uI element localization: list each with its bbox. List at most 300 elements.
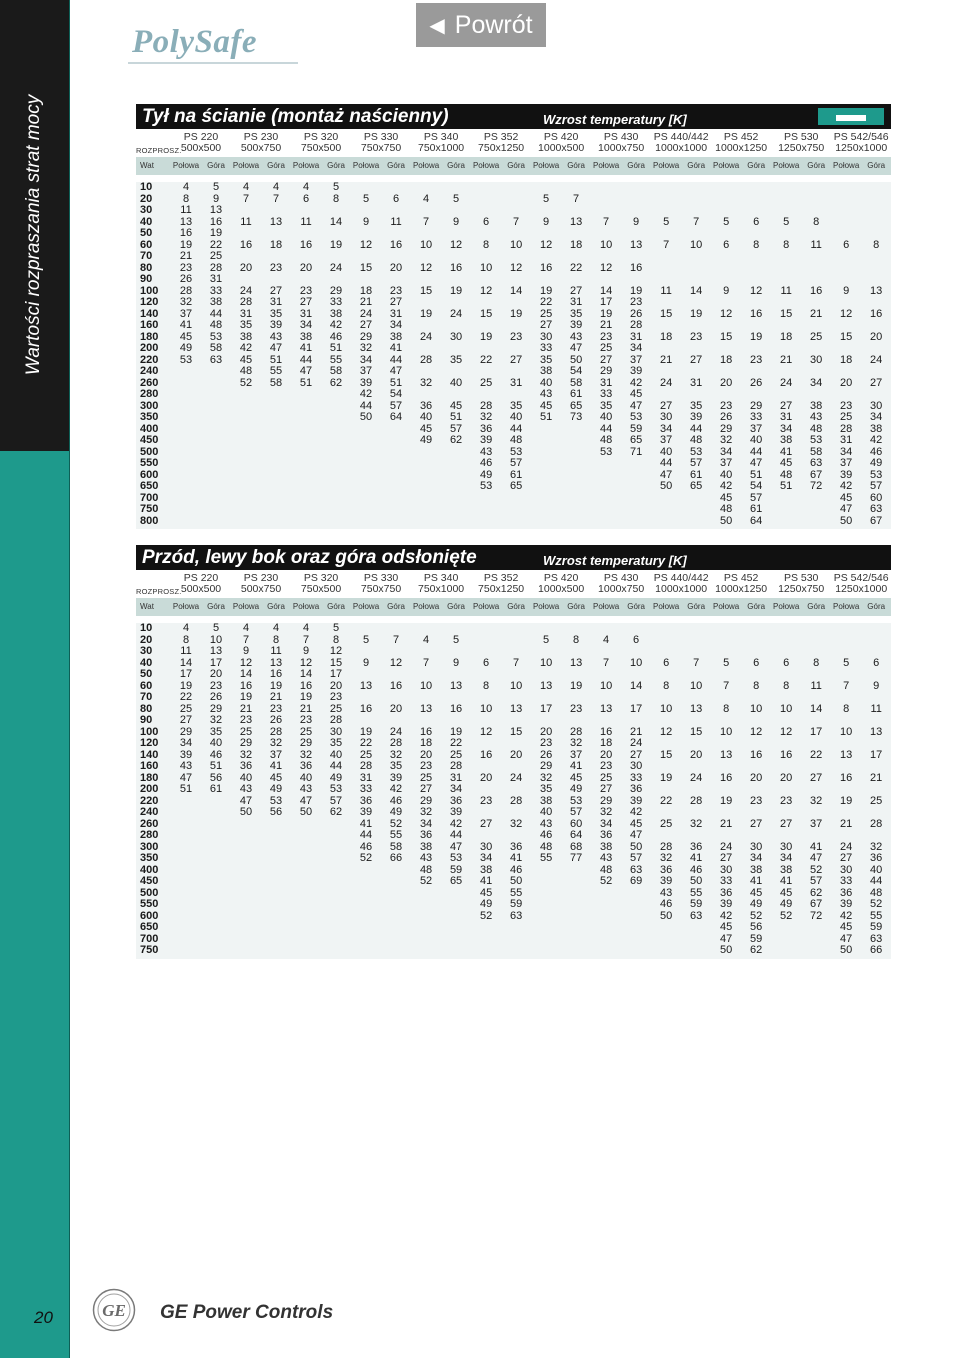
half-value: 39 — [831, 470, 861, 482]
top-value: 17 — [861, 750, 891, 762]
half-value: 49 — [471, 899, 501, 911]
half-value: 9 — [711, 286, 741, 298]
half-value — [771, 194, 801, 206]
top-value: 27 — [861, 378, 891, 390]
half-value: 7 — [651, 240, 681, 252]
top-value: 32 — [501, 819, 531, 831]
top-value: 38 — [201, 297, 231, 309]
half-value — [531, 715, 561, 727]
half-value: 9 — [531, 217, 561, 229]
half-header: Połowa — [651, 157, 681, 175]
half-header: Połowa — [771, 598, 801, 616]
top-value — [801, 263, 831, 275]
page-number: 20 — [34, 1308, 53, 1327]
half-value — [831, 251, 861, 263]
top-value: 20 — [861, 332, 891, 344]
half-value: 15 — [651, 309, 681, 321]
top-value — [861, 320, 891, 332]
top-value — [801, 228, 831, 240]
top-value — [621, 194, 651, 206]
top-value — [201, 401, 231, 413]
watt-value: 260 — [136, 819, 171, 831]
half-value: 27 — [591, 355, 621, 367]
half-value: 27 — [171, 715, 201, 727]
top-value — [381, 911, 411, 923]
half-value: 36 — [831, 888, 861, 900]
half-value — [771, 389, 801, 401]
watt-value: 160 — [136, 320, 171, 332]
top-value — [381, 934, 411, 946]
half-value — [351, 493, 381, 505]
model-size: 750x500 — [300, 142, 342, 154]
top-value: 28 — [321, 715, 351, 727]
top-value: 21 — [621, 727, 651, 739]
top-value — [381, 447, 411, 459]
half-value: 50 — [291, 807, 321, 819]
top-value — [561, 911, 591, 923]
half-value: 47 — [831, 934, 861, 946]
half-value: 18 — [591, 738, 621, 750]
top-value: 8 — [861, 240, 891, 252]
half-value — [351, 899, 381, 911]
top-value: 54 — [561, 366, 591, 378]
top-value — [501, 922, 531, 934]
top-value: 11 — [381, 217, 411, 229]
top-value: 52 — [801, 865, 831, 877]
top-value — [381, 205, 411, 217]
half-value: 4 — [171, 623, 201, 635]
top-value: 24 — [441, 309, 471, 321]
half-value — [171, 807, 201, 819]
half-value: 4 — [411, 635, 441, 647]
half-value: 16 — [771, 750, 801, 762]
watt-value: 650 — [136, 481, 171, 493]
top-header: Góra — [321, 598, 351, 616]
top-value — [801, 623, 831, 635]
model-size: 750x1250 — [478, 142, 525, 154]
top-value: 18 — [561, 240, 591, 252]
half-value — [771, 623, 801, 635]
half-value — [351, 865, 381, 877]
half-value — [291, 934, 321, 946]
top-value: 19 — [741, 332, 771, 344]
top-value: 56 — [201, 773, 231, 785]
top-value — [741, 692, 771, 704]
half-value: 47 — [291, 366, 321, 378]
top-value: 62 — [441, 435, 471, 447]
half-value — [591, 182, 621, 194]
top-value — [501, 635, 531, 647]
model-size: 1250x1000 — [835, 583, 888, 595]
top-value: 12 — [501, 263, 531, 275]
watt-value: 50 — [136, 669, 171, 681]
half-value — [711, 669, 741, 681]
top-value — [381, 182, 411, 194]
top-value: 19 — [681, 309, 711, 321]
top-value: 31 — [441, 773, 471, 785]
top-value — [861, 194, 891, 206]
top-value: 64 — [741, 516, 771, 530]
top-value: 58 — [261, 378, 291, 390]
half-value — [771, 493, 801, 505]
top-value — [501, 830, 531, 842]
half-value — [351, 888, 381, 900]
top-value: 48 — [201, 320, 231, 332]
half-value — [351, 251, 381, 263]
top-value: 35 — [681, 401, 711, 413]
top-value — [861, 830, 891, 842]
half-value — [711, 830, 741, 842]
top-value: 35 — [261, 309, 291, 321]
half-value: 27 — [411, 784, 441, 796]
top-value: 9 — [441, 658, 471, 670]
top-value — [261, 424, 291, 436]
top-value — [621, 481, 651, 493]
half-value: 12 — [471, 286, 501, 298]
model-size: 750x1000 — [418, 142, 465, 154]
top-value: 59 — [441, 865, 471, 877]
top-value — [861, 205, 891, 217]
top-value — [321, 251, 351, 263]
half-header: Połowa — [711, 157, 741, 175]
half-header: Połowa — [291, 157, 321, 175]
top-value — [861, 217, 891, 229]
half-value — [291, 424, 321, 436]
top-value — [801, 194, 831, 206]
half-value — [351, 205, 381, 217]
top-value: 56 — [741, 922, 771, 934]
watt-value: 550 — [136, 899, 171, 911]
top-value — [801, 274, 831, 286]
top-value — [681, 635, 711, 647]
half-value: 18 — [651, 332, 681, 344]
half-value: 39 — [831, 899, 861, 911]
half-value: 19 — [711, 796, 741, 808]
half-value: 33 — [351, 784, 381, 796]
top-value: 48 — [501, 435, 531, 447]
top-value: 50 — [561, 355, 591, 367]
half-value: 11 — [171, 646, 201, 658]
top-value — [561, 516, 591, 530]
top-value: 44 — [321, 761, 351, 773]
watt-value: 240 — [136, 366, 171, 378]
half-value — [591, 481, 621, 493]
half-value: 29 — [411, 796, 441, 808]
half-value: 21 — [831, 819, 861, 831]
top-value: 23 — [561, 704, 591, 716]
top-value: 53 — [621, 412, 651, 424]
top-value — [321, 424, 351, 436]
half-value: 8 — [171, 194, 201, 206]
half-value — [711, 635, 741, 647]
half-value: 43 — [591, 853, 621, 865]
half-value: 40 — [231, 773, 261, 785]
top-value: 28 — [261, 727, 291, 739]
top-value: 33 — [621, 773, 651, 785]
top-value: 49 — [261, 784, 291, 796]
half-value — [771, 228, 801, 240]
half-value: 18 — [831, 355, 861, 367]
top-value: 47 — [621, 830, 651, 842]
half-value: 31 — [591, 378, 621, 390]
half-value — [411, 516, 441, 530]
table-row — [136, 761, 891, 773]
top-value — [561, 715, 591, 727]
half-value: 50 — [231, 807, 261, 819]
top-value: 34 — [441, 784, 471, 796]
half-value: 43 — [531, 389, 561, 401]
half-value — [171, 447, 201, 459]
half-value: 43 — [171, 761, 201, 773]
top-value — [501, 646, 531, 658]
top-value: 67 — [801, 899, 831, 911]
top-value — [261, 842, 291, 854]
half-value — [651, 934, 681, 946]
top-value: 10 — [741, 704, 771, 716]
half-value: 6 — [771, 658, 801, 670]
half-value — [651, 297, 681, 309]
top-value: 25 — [441, 750, 471, 762]
half-value — [231, 516, 261, 530]
top-value — [321, 945, 351, 959]
top-value — [681, 516, 711, 530]
top-value — [741, 205, 771, 217]
half-value — [471, 922, 501, 934]
top-value — [261, 865, 291, 877]
half-value — [171, 865, 201, 877]
half-value: 43 — [531, 819, 561, 831]
top-value: 56 — [261, 807, 291, 819]
half-value: 19 — [471, 332, 501, 344]
half-header: Połowa — [231, 598, 261, 616]
half-value: 12 — [471, 727, 501, 739]
top-value — [741, 807, 771, 819]
half-value — [591, 888, 621, 900]
half-value: 11 — [171, 205, 201, 217]
half-value: 44 — [351, 401, 381, 413]
top-value: 61 — [741, 504, 771, 516]
half-value: 21 — [651, 355, 681, 367]
top-value: 36 — [621, 784, 651, 796]
half-value: 48 — [771, 470, 801, 482]
top-value: 62 — [321, 807, 351, 819]
top-value: 13 — [201, 646, 231, 658]
top-value: 57 — [621, 853, 651, 865]
top-value — [861, 807, 891, 819]
half-value — [771, 635, 801, 647]
top-value: 42 — [321, 320, 351, 332]
half-value — [771, 263, 801, 275]
half-value — [471, 194, 501, 206]
half-value: 25 — [171, 704, 201, 716]
top-value — [261, 830, 291, 842]
top-value: 63 — [801, 458, 831, 470]
top-value — [441, 366, 471, 378]
watt-value: 500 — [136, 447, 171, 459]
half-value: 14 — [291, 669, 321, 681]
top-value: 29 — [321, 286, 351, 298]
half-value: 18 — [411, 738, 441, 750]
half-value: 16 — [831, 773, 861, 785]
top-value — [261, 922, 291, 934]
top-value — [621, 934, 651, 946]
top-value: 53 — [861, 470, 891, 482]
top-value: 13 — [261, 658, 291, 670]
top-value: 32 — [261, 738, 291, 750]
watt-value: 600 — [136, 470, 171, 482]
top-value: 13 — [561, 658, 591, 670]
top-value: 58 — [201, 343, 231, 355]
top-value: 41 — [801, 842, 831, 854]
top-value: 17 — [621, 704, 651, 716]
half-value: 30 — [531, 332, 561, 344]
half-value: 48 — [231, 366, 261, 378]
half-value: 43 — [411, 853, 441, 865]
half-value — [771, 934, 801, 946]
half-value: 30 — [831, 865, 861, 877]
model-size: 750x750 — [360, 142, 402, 154]
top-value: 16 — [441, 263, 471, 275]
half-value — [171, 378, 201, 390]
half-header: Połowa — [591, 598, 621, 616]
half-value: 20 — [231, 263, 261, 275]
half-value: 12 — [351, 240, 381, 252]
half-value: 5 — [831, 658, 861, 670]
top-value — [561, 922, 591, 934]
top-value: 53 — [501, 447, 531, 459]
half-value — [591, 945, 621, 959]
half-value — [171, 412, 201, 424]
half-value — [591, 504, 621, 516]
half-value: 4 — [231, 623, 261, 635]
half-value: 34 — [171, 738, 201, 750]
top-value: 11 — [801, 240, 831, 252]
top-value — [561, 692, 591, 704]
half-value — [531, 876, 561, 888]
top-value: 72 — [801, 911, 831, 923]
half-value: 45 — [531, 401, 561, 413]
top-value: 23 — [501, 332, 531, 344]
top-header: Góra — [201, 598, 231, 616]
half-value — [411, 715, 441, 727]
top-value: 21 — [261, 692, 291, 704]
top-value: 39 — [441, 807, 471, 819]
top-value: 16 — [441, 704, 471, 716]
half-value — [531, 888, 561, 900]
top-value — [201, 888, 231, 900]
watt-value: 700 — [136, 934, 171, 946]
half-value: 31 — [771, 412, 801, 424]
top-value — [801, 297, 831, 309]
half-value: 13 — [711, 750, 741, 762]
watt-value: 50 — [136, 228, 171, 240]
half-value — [231, 274, 261, 286]
top-value — [861, 738, 891, 750]
top-value — [681, 389, 711, 401]
top-value — [441, 516, 471, 530]
half-value: 10 — [591, 240, 621, 252]
left-triangle-icon: ◀ — [429, 14, 445, 37]
half-value — [651, 945, 681, 959]
top-value: 36 — [441, 796, 471, 808]
half-value — [471, 389, 501, 401]
half-value: 51 — [291, 378, 321, 390]
half-value — [231, 389, 261, 401]
top-value: 57 — [741, 493, 771, 505]
top-value: 58 — [801, 447, 831, 459]
half-value — [411, 182, 441, 194]
top-value: 41 — [261, 761, 291, 773]
top-value — [741, 761, 771, 773]
half-value — [171, 435, 201, 447]
top-value: 60 — [861, 493, 891, 505]
half-value — [411, 470, 441, 482]
half-value: 32 — [411, 378, 441, 390]
top-value: 53 — [561, 796, 591, 808]
top-value: 28 — [561, 727, 591, 739]
watt-value: 20 — [136, 635, 171, 647]
half-value: 39 — [351, 378, 381, 390]
half-value: 22 — [351, 738, 381, 750]
half-value: 16 — [231, 240, 261, 252]
top-value — [441, 205, 471, 217]
half-value: 5 — [651, 217, 681, 229]
half-value: 23 — [291, 715, 321, 727]
top-value: 41 — [561, 761, 591, 773]
table-row — [136, 274, 891, 286]
top-value: 47 — [741, 458, 771, 470]
back-button[interactable] — [416, 3, 546, 47]
top-header: Góra — [501, 157, 531, 175]
half-value: 34 — [411, 819, 441, 831]
half-value — [291, 251, 321, 263]
top-value — [501, 623, 531, 635]
top-value — [201, 389, 231, 401]
table-row — [136, 830, 891, 842]
half-value: 22 — [651, 796, 681, 808]
half-value: 27 — [291, 297, 321, 309]
half-value: 32 — [711, 435, 741, 447]
half-value — [291, 888, 321, 900]
top-value: 52 — [741, 911, 771, 923]
half-value — [831, 807, 861, 819]
half-value: 40 — [411, 412, 441, 424]
half-value: 35 — [531, 784, 561, 796]
top-value — [441, 389, 471, 401]
top-value: 42 — [441, 819, 471, 831]
half-value: 52 — [411, 876, 441, 888]
top-value — [681, 692, 711, 704]
model-name: PS 352 — [483, 131, 519, 143]
half-value: 20 — [831, 378, 861, 390]
half-value — [231, 934, 261, 946]
top-value: 47 — [621, 401, 651, 413]
top-value: 53 — [801, 435, 831, 447]
top-value: 64 — [561, 830, 591, 842]
half-value: 8 — [771, 240, 801, 252]
half-value — [591, 251, 621, 263]
half-value: 29 — [291, 738, 321, 750]
top-value — [261, 274, 291, 286]
top-value — [441, 911, 471, 923]
top-value: 10 — [501, 240, 531, 252]
top-value: 36 — [501, 842, 531, 854]
half-value: 30 — [771, 842, 801, 854]
half-value — [171, 493, 201, 505]
top-value: 45 — [621, 819, 651, 831]
half-value: 52 — [771, 911, 801, 923]
top-value: 14 — [501, 286, 531, 298]
